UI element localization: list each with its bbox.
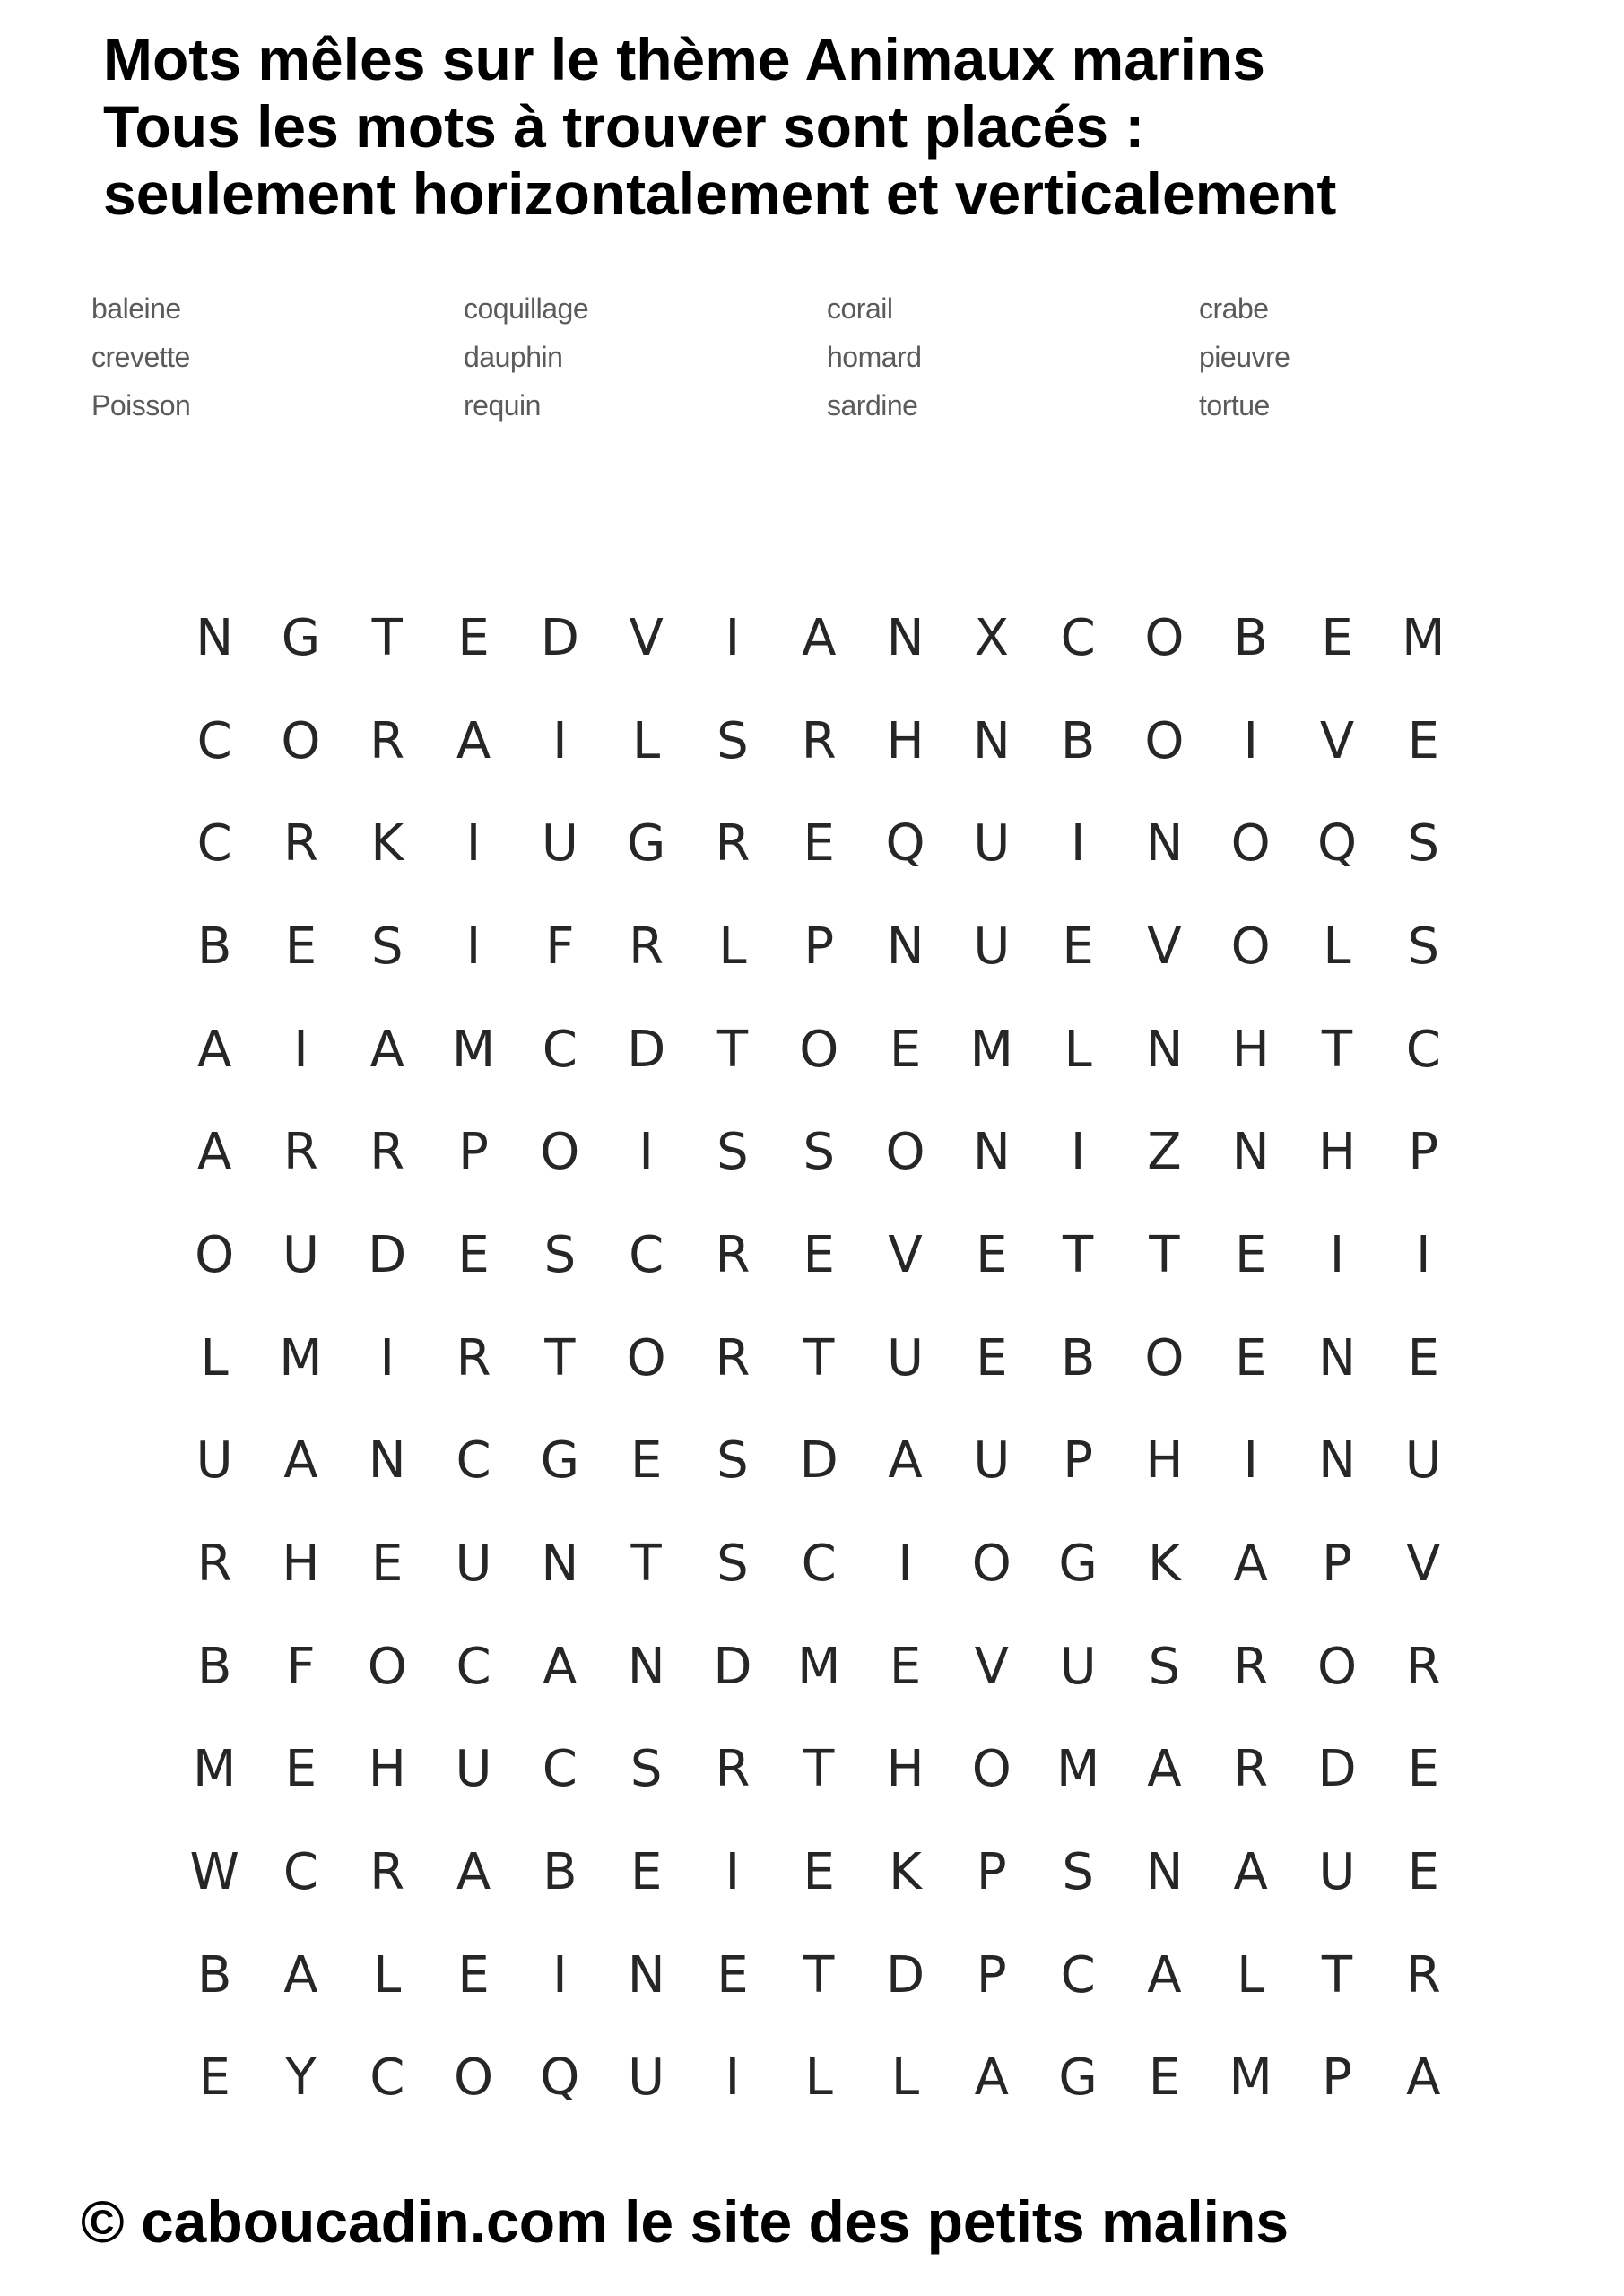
grid-cell: E: [371, 1535, 404, 1594]
grid-cell: V: [1406, 1535, 1441, 1594]
grid-cell: L: [1237, 1945, 1265, 2005]
grid-cell: A: [974, 2048, 1009, 2108]
grid-cell: A: [543, 1637, 578, 1696]
grid-cell: R: [456, 1328, 491, 1387]
grid-cell: C: [369, 2048, 405, 2108]
grid-cell: F: [545, 917, 575, 976]
grid-cell: B: [196, 917, 232, 976]
grid-cell: E: [284, 917, 317, 976]
grid-cell: O: [1230, 814, 1271, 874]
grid-cell: O: [454, 2048, 494, 2108]
grid-cell: I: [725, 1843, 741, 1902]
grid-cell: V: [1319, 711, 1355, 770]
grid-cell: B: [1060, 711, 1096, 770]
grid-cell: U: [1318, 1843, 1356, 1902]
grid-cell: O: [885, 1123, 925, 1182]
grid-cell: C: [542, 1020, 578, 1079]
grid-cell: N: [627, 1637, 665, 1696]
grid-cell: G: [1058, 2048, 1098, 2108]
title-line-2: Tous les mots à trouver sont placés :: [103, 93, 1145, 160]
grid-cell: D: [885, 1945, 925, 2005]
grid-cell: L: [373, 1945, 402, 2005]
grid-cell: C: [456, 1637, 491, 1696]
grid-cell: S: [716, 1431, 749, 1491]
grid-cell: C: [1060, 1945, 1096, 2005]
grid-cell: E: [976, 1225, 1008, 1284]
grid-cell: C: [282, 1843, 318, 1902]
grid-cell: N: [972, 711, 1011, 770]
grid-cell: C: [196, 814, 232, 874]
grid-cell: E: [1235, 1225, 1267, 1284]
grid-cell: O: [1316, 1637, 1358, 1696]
grid-cell: E: [457, 1225, 490, 1284]
grid-cell: U: [1404, 1431, 1442, 1491]
grid-cell: L: [718, 917, 747, 976]
grid-cell: C: [801, 1535, 837, 1594]
grid-cell: E: [1062, 917, 1094, 976]
grid-cell: N: [541, 1535, 579, 1594]
grid-cell: L: [804, 2048, 833, 2108]
grid-cell: D: [799, 1431, 838, 1491]
grid-cell: C: [629, 1225, 664, 1284]
grid-cell: U: [541, 814, 578, 874]
grid-cell: M: [1055, 1740, 1100, 1799]
word-list: [91, 284, 1468, 430]
word-list-item: coquillage: [464, 292, 589, 325]
grid-cell: I: [725, 2048, 741, 2108]
grid-cell: O: [971, 1535, 1012, 1594]
grid-cell: L: [1064, 1020, 1092, 1079]
grid-cell: H: [282, 1535, 320, 1594]
grid-cell: O: [626, 1328, 666, 1387]
grid-cell: Q: [540, 2048, 580, 2108]
grid-cell: M: [192, 1740, 237, 1799]
grid-cell: Y: [285, 2048, 317, 2108]
grid-cell: R: [801, 711, 837, 770]
grid-cell: R: [196, 1535, 232, 1594]
word-list-item: tortue: [1199, 389, 1270, 422]
grid-cell: Z: [1147, 1123, 1182, 1182]
grid-cell: A: [456, 1843, 491, 1902]
grid-cell: W: [189, 1843, 239, 1902]
grid-cell: V: [888, 1225, 923, 1284]
grid-cell: F: [286, 1637, 316, 1696]
grid-cell: H: [1317, 1123, 1357, 1182]
grid-cell: P: [976, 1945, 1007, 2005]
grid-cell: Q: [1316, 814, 1358, 874]
grid-cell: I: [1243, 1431, 1258, 1491]
grid-cell: N: [1145, 814, 1184, 874]
grid-cell: O: [971, 1740, 1012, 1799]
grid-cell: V: [974, 1637, 1009, 1696]
grid-cell: I: [465, 814, 482, 874]
grid-cell: B: [1233, 608, 1268, 667]
grid-cell: U: [973, 814, 1011, 874]
grid-cell: E: [630, 1843, 663, 1902]
grid-cell: R: [1405, 1637, 1441, 1696]
grid-cell: A: [196, 1020, 232, 1079]
grid-cell: T: [803, 1328, 835, 1387]
grid-cell: B: [543, 1843, 578, 1902]
grid-cell: R: [1233, 1637, 1269, 1696]
grid-cell: E: [1235, 1328, 1267, 1387]
word-list-item: homard: [827, 341, 922, 373]
grid-cell: T: [803, 1740, 835, 1799]
grid-cell: N: [1231, 1123, 1270, 1182]
grid-cell: S: [630, 1740, 663, 1799]
grid-cell: R: [369, 1843, 405, 1902]
grid-cell: U: [195, 1431, 233, 1491]
grid-cell: S: [716, 1535, 749, 1594]
word-list-item: pieuvre: [1199, 341, 1290, 373]
footer-credit: © caboucadin.com le site des petits malins: [81, 2188, 1290, 2255]
grid-cell: I: [638, 1123, 654, 1182]
grid-cell: O: [281, 711, 321, 770]
word-list-item: crabe: [1199, 292, 1269, 325]
grid-cell: S: [1062, 1843, 1094, 1902]
grid-cell: B: [1060, 1328, 1096, 1387]
grid-cell: O: [1230, 917, 1271, 976]
grid-cell: B: [196, 1637, 232, 1696]
grid-cell: X: [974, 608, 1009, 667]
grid-cell: N: [1318, 1431, 1356, 1491]
letter-grid: [171, 587, 1466, 2129]
grid-cell: N: [886, 608, 925, 667]
grid-cell: S: [716, 711, 749, 770]
grid-cell: A: [1147, 1945, 1182, 2005]
grid-cell: P: [1063, 1431, 1093, 1491]
grid-cell: P: [976, 1843, 1007, 1902]
grid-cell: E: [976, 1328, 1008, 1387]
grid-cell: R: [282, 1123, 318, 1182]
grid-cell: H: [368, 1740, 406, 1799]
grid-cell: G: [1058, 1535, 1098, 1594]
grid-cell: C: [196, 711, 232, 770]
grid-cell: R: [715, 1740, 751, 1799]
grid-cell: V: [1147, 917, 1182, 976]
grid-cell: E: [1321, 608, 1353, 667]
grid-cell: E: [1407, 1843, 1439, 1902]
grid-cell: A: [456, 711, 491, 770]
grid-cell: G: [540, 1431, 580, 1491]
grid-cell: R: [369, 711, 405, 770]
grid-cell: N: [627, 1945, 665, 2005]
grid-cell: L: [1323, 917, 1351, 976]
grid-cell: E: [803, 814, 835, 874]
title-line-3: seulement horizontalement et verticalement: [103, 161, 1337, 227]
grid-cell: N: [1145, 1020, 1184, 1079]
grid-cell: K: [889, 1843, 922, 1902]
grid-cell: P: [1322, 1535, 1352, 1594]
grid-cell: H: [886, 711, 925, 770]
grid-cell: A: [1406, 2048, 1441, 2108]
grid-cell: E: [889, 1637, 922, 1696]
grid-cell: D: [627, 1020, 666, 1079]
grid-cell: M: [797, 1637, 841, 1696]
grid-cell: T: [1063, 1225, 1094, 1284]
grid-cell: C: [542, 1740, 578, 1799]
grid-cell: E: [1407, 1328, 1439, 1387]
grid-cell: R: [715, 1328, 751, 1387]
grid-cell: E: [284, 1740, 317, 1799]
word-list-item: requin: [464, 389, 541, 422]
grid-cell: N: [1318, 1328, 1356, 1387]
grid-cell: U: [887, 1328, 925, 1387]
grid-cell: U: [973, 1431, 1011, 1491]
word-list-row: [91, 333, 1468, 381]
grid-cell: T: [716, 1020, 749, 1079]
grid-cell: A: [1233, 1535, 1268, 1594]
grid-cell: I: [465, 917, 482, 976]
grid-cell: S: [716, 1123, 749, 1182]
grid-cell: M: [969, 1020, 1013, 1079]
grid-cell: O: [799, 1020, 839, 1079]
grid-cell: C: [1405, 1020, 1441, 1079]
grid-cell: T: [1149, 1225, 1180, 1284]
grid-cell: K: [370, 814, 404, 874]
grid-cell: I: [552, 1945, 568, 2005]
grid-cell: I: [293, 1020, 308, 1079]
grid-cell: P: [1408, 1123, 1439, 1182]
grid-cell: R: [715, 1225, 751, 1284]
grid-cell: E: [1407, 1740, 1439, 1799]
grid-cell: E: [803, 1843, 835, 1902]
grid-cell: N: [886, 917, 925, 976]
grid-cell: N: [195, 608, 234, 667]
grid-cell: H: [1231, 1020, 1270, 1079]
grid-cell: D: [713, 1637, 752, 1696]
grid-cell: I: [1416, 1225, 1431, 1284]
grid-cell: P: [803, 917, 835, 976]
grid-cell: T: [544, 1328, 576, 1387]
grid-cell: U: [1059, 1637, 1097, 1696]
grid-cell: E: [457, 608, 490, 667]
page-title: [103, 26, 1336, 228]
grid-cell: T: [1321, 1945, 1353, 2005]
grid-cell: E: [198, 2048, 230, 2108]
grid-cell: O: [1144, 711, 1185, 770]
grid-cell: O: [1144, 608, 1185, 667]
word-list-item: dauphin: [464, 341, 563, 373]
grid-cell: I: [898, 1535, 913, 1594]
grid-cell: U: [973, 917, 1011, 976]
grid-cell: T: [803, 1945, 835, 2005]
grid-cell: V: [629, 608, 664, 667]
grid-cell: A: [283, 1431, 318, 1491]
grid-cell: I: [552, 711, 568, 770]
word-list-item: baleine: [91, 292, 181, 325]
grid-cell: I: [1070, 814, 1086, 874]
grid-cell: M: [1229, 2048, 1272, 2108]
grid-cell: S: [543, 1225, 577, 1284]
word-list-item: Poisson: [91, 389, 191, 422]
grid-cell: H: [886, 1740, 925, 1799]
grid-cell: I: [1070, 1123, 1086, 1182]
grid-cell: C: [1060, 608, 1096, 667]
grid-cell: R: [282, 814, 318, 874]
grid-cell: P: [1322, 2048, 1352, 2108]
grid-cell: U: [455, 1740, 492, 1799]
grid-cell: I: [1243, 711, 1258, 770]
grid-cell: E: [1148, 2048, 1181, 2108]
grid-cell: R: [369, 1123, 405, 1182]
grid-cell: N: [1145, 1843, 1184, 1902]
grid-cell: L: [890, 2048, 920, 2108]
grid-cell: D: [540, 608, 579, 667]
grid-cell: H: [1145, 1431, 1184, 1491]
grid-cell: I: [725, 608, 741, 667]
grid-cell: A: [1233, 1843, 1268, 1902]
grid-cell: E: [1407, 711, 1439, 770]
grid-cell: M: [1402, 608, 1446, 667]
grid-cell: O: [1144, 1328, 1185, 1387]
grid-cell: S: [370, 917, 404, 976]
grid-cell: S: [1407, 814, 1440, 874]
grid-cell: N: [368, 1431, 406, 1491]
grid-cell: E: [803, 1225, 835, 1284]
word-list-item: sardine: [827, 389, 918, 422]
grid-cell: E: [457, 1945, 490, 2005]
grid-cell: D: [368, 1225, 407, 1284]
grid-cell: A: [369, 1020, 404, 1079]
grid-cell: L: [632, 711, 661, 770]
grid-cell: P: [458, 1123, 489, 1182]
word-list-row: [91, 381, 1468, 430]
grid-cell: U: [628, 2048, 665, 2108]
word-list-row: [91, 284, 1468, 333]
grid-cell: A: [196, 1123, 232, 1182]
grid-cell: I: [1329, 1225, 1345, 1284]
grid-cell: A: [283, 1945, 318, 2005]
grid-cell: G: [626, 814, 666, 874]
grid-cell: G: [281, 608, 321, 667]
grid-cell: M: [451, 1020, 496, 1079]
grid-cell: A: [888, 1431, 923, 1491]
grid-cell: S: [803, 1123, 835, 1182]
grid-cell: S: [1407, 917, 1440, 976]
grid-cell: O: [540, 1123, 580, 1182]
title-line-1: Mots mêles sur le thème Animaux marins: [103, 26, 1265, 92]
grid-cell: R: [1405, 1945, 1441, 2005]
grid-cell: D: [1317, 1740, 1357, 1799]
grid-cell: N: [972, 1123, 1011, 1182]
word-list-item: corail: [827, 292, 893, 325]
grid-cell: A: [1147, 1740, 1182, 1799]
grid-cell: T: [1321, 1020, 1353, 1079]
grid-cell: K: [1148, 1535, 1181, 1594]
grid-cell: B: [196, 1945, 232, 2005]
grid-cell: Q: [885, 814, 925, 874]
grid-cell: R: [629, 917, 664, 976]
grid-cell: M: [279, 1328, 323, 1387]
grid-cell: T: [371, 608, 403, 667]
grid-cell: O: [195, 1225, 235, 1284]
grid-cell: L: [200, 1328, 229, 1387]
grid-cell: C: [456, 1431, 491, 1491]
grid-cell: T: [630, 1535, 662, 1594]
grid-cell: E: [716, 1945, 749, 2005]
grid-cell: E: [889, 1020, 922, 1079]
grid-cell: O: [367, 1637, 407, 1696]
grid-cell: S: [1148, 1637, 1181, 1696]
grid-cell: U: [455, 1535, 492, 1594]
grid-cell: R: [1233, 1740, 1269, 1799]
grid-cell: A: [802, 608, 837, 667]
grid-cell: U: [282, 1225, 319, 1284]
word-list-item: crevette: [91, 341, 190, 373]
grid-cell: E: [630, 1431, 663, 1491]
grid-cell: I: [379, 1328, 395, 1387]
grid-cell: R: [715, 814, 751, 874]
